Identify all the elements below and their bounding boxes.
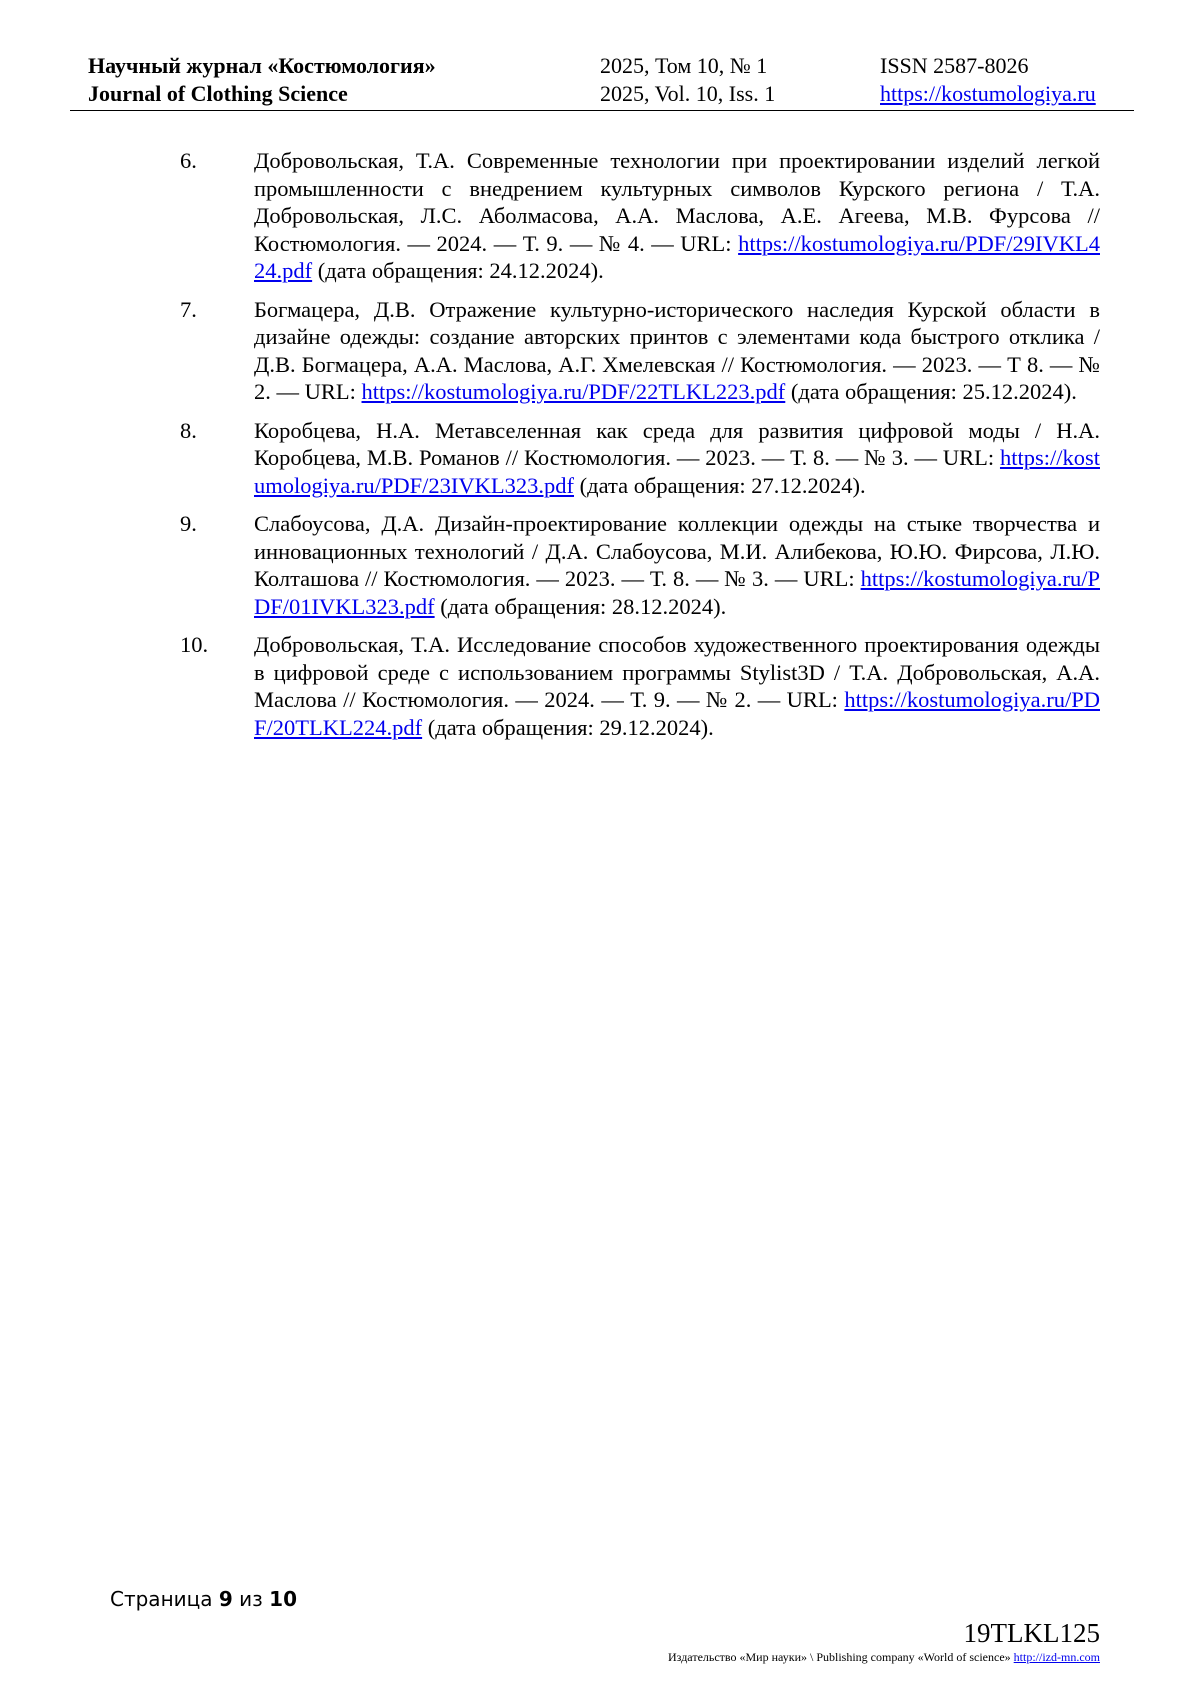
header-row-1	[88, 52, 1124, 80]
reference-access-date: (дата обращения: 29.12.2024).	[422, 714, 714, 740]
reference-item	[180, 296, 1100, 406]
reference-access-date: (дата обращения: 25.12.2024).	[785, 379, 1077, 404]
publisher-line	[668, 1650, 1100, 1665]
page-header	[88, 52, 1124, 108]
reference-number: 10.	[180, 632, 209, 657]
journal-title-en: Journal of Clothing Science	[88, 81, 348, 106]
reference-text: Слабоусова, Д.А. Дизайн-проектирование коллекции одежды на стыке творчества и инновационных технологий / Д.А. Слабоусова, М.И. Алибекова, Ю.Ю. Фирсова, Л.Ю. Колташова // Костюмология. — 2023. — Т. 8. — № 3. — URL:	[254, 511, 1100, 591]
reference-access-date: (дата обращения: 27.12.2024).	[574, 472, 866, 498]
issn: ISSN 2587-8026	[880, 53, 1029, 78]
issue-info-en: 2025, Vol. 10, Iss. 1	[600, 81, 776, 106]
reference-item	[180, 417, 1100, 500]
page-counter-prefix: Страница	[110, 1587, 219, 1611]
reference-item	[180, 147, 1100, 285]
page-counter-sep: из	[232, 1587, 270, 1611]
header-divider	[70, 110, 1134, 111]
reference-link[interactable]: https://kostumologiya.ru/PDF/29IVKL424.pdf	[254, 230, 1100, 283]
publisher-link[interactable]: http://izd-mn.com	[1013, 1650, 1100, 1664]
reference-text: Коробцева, Н.А. Метавселенная как среда для развития цифровой моды / Н.А. Коробцева, М.В. Романов // Костюмология. — 2023. — Т. 8. — № 3. — URL:	[254, 417, 1100, 470]
reference-text: Добровольская, Т.А. Исследование способов художественного проектирования одежды в цифровой среде с использованием программы Stylist3D / Т.А. Добровольская, А.А. Маслова // Костюмология. — 2024. — Т. 9. — № 2. — URL:	[254, 632, 1100, 712]
page-current: 9	[218, 1587, 233, 1611]
reference-number: 7.	[180, 296, 197, 322]
reference-list	[180, 147, 1100, 752]
reference-number: 9.	[180, 511, 197, 536]
reference-link[interactable]: https://kostumologiya.ru/PDF/01IVKL323.pdf	[254, 566, 1100, 619]
reference-number: 8.	[180, 417, 197, 443]
reference-text: Богмацера, Д.В. Отражение культурно-исторического наследия Курской области в дизайне одежды: создание авторских принтов с элементами кода быстрого отклика / Д.В. Богмацера, А.А. Маслова, А.Г. Хмелевская // Костюмология. — 2023. — Т 8. — № 2. — URL:	[254, 296, 1100, 404]
reference-access-date: (дата обращения: 28.12.2024).	[434, 593, 727, 619]
journal-site-link[interactable]: https://kostumologiya.ru	[880, 81, 1096, 106]
reference-number: 6.	[180, 148, 197, 173]
reference-link[interactable]: https://kostumologiya.ru/PDF/22TLKL223.pdf	[361, 379, 786, 404]
reference-link[interactable]: https://kostumologiya.ru/PDF/23IVKL323.pdf	[254, 445, 1100, 498]
page-total: 10	[269, 1587, 297, 1611]
reference-item	[180, 631, 1100, 741]
reference-text: Добровольская, Т.А. Современные технологии при проектировании изделий легкой промышленности с внедрением культурных символов Курского региона / Т.А. Добровольская, Л.С. Аболмасова, А.А. Маслова, А.Е. Агеева, М.В. Фурсова // Костюмология. — 2024. — Т. 9. — № 4. — URL:	[254, 148, 1100, 256]
reference-item	[180, 510, 1100, 620]
journal-title-ru: Научный журнал «Костюмология»	[88, 53, 436, 78]
reference-access-date: (дата обращения: 24.12.2024).	[312, 258, 604, 283]
page-counter	[110, 1587, 297, 1611]
publisher-text: Издательство «Мир науки» \ Publishing company «World of science»	[668, 1650, 1014, 1664]
article-code: 19TLKL125	[963, 1618, 1100, 1648]
issue-info-ru: 2025, Том 10, № 1	[600, 53, 768, 78]
reference-link[interactable]: https://kostumologiya.ru/PDF/20TLKL224.pdf	[254, 687, 1100, 740]
header-row-2	[88, 80, 1124, 108]
